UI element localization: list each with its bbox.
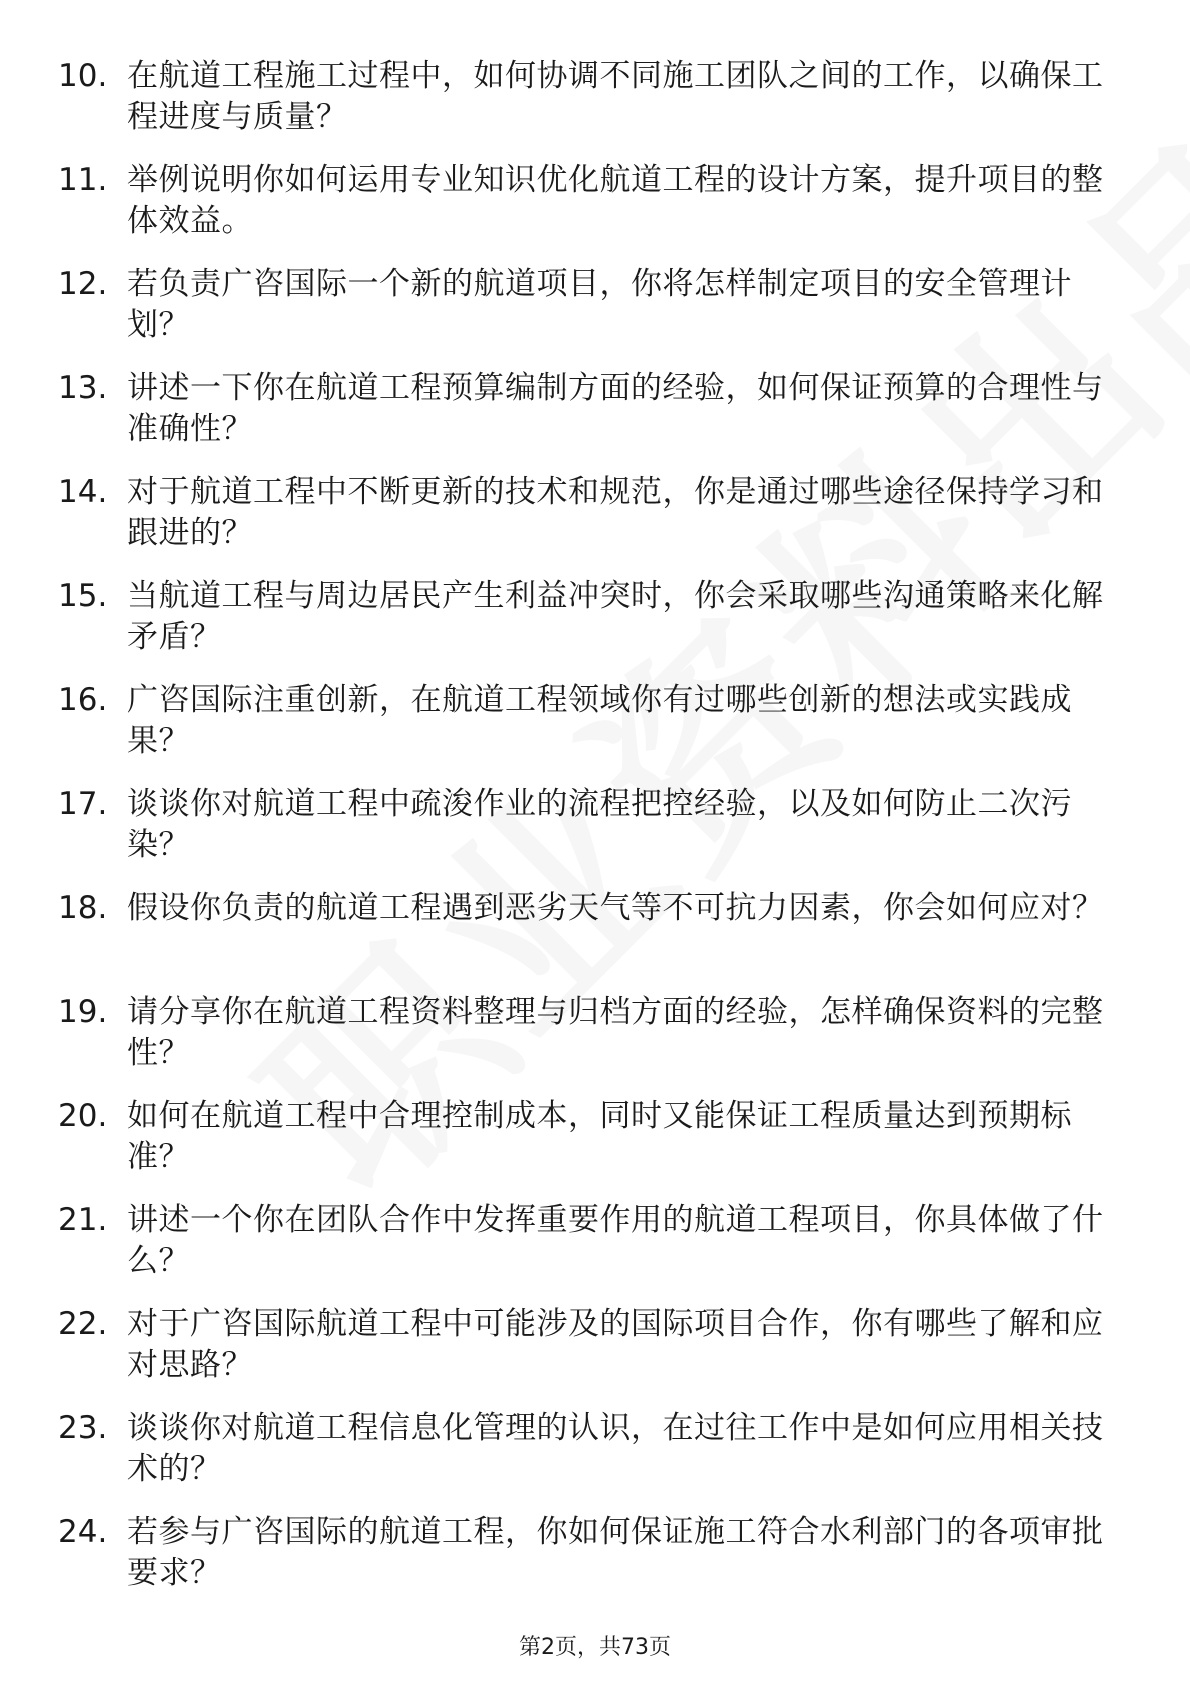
question-number: 14.: [58, 474, 108, 510]
question-item: [0, 264, 1190, 368]
question-item: [0, 1408, 1190, 1512]
question-number: 13.: [58, 370, 108, 406]
question-number: 15.: [58, 578, 108, 614]
question-text: 举例说明你如何运用专业知识优化航道工程的设计方案，提升项目的整体效益。: [127, 162, 1104, 239]
page-number-label: 第2页，共73页: [519, 1635, 671, 1660]
question-item: [0, 888, 1190, 992]
question-text: 若负责广咨国际一个新的航道项目，你将怎样制定项目的安全管理计划？: [127, 266, 1072, 343]
question-item: [0, 1096, 1190, 1200]
question-text: 对于广咨国际航道工程中可能涉及的国际项目合作，你有哪些了解和应对思路？: [127, 1306, 1104, 1383]
page-footer: [0, 1633, 1190, 1663]
question-number: 12.: [58, 266, 108, 302]
question-number: 19.: [58, 994, 108, 1030]
question-item: [0, 1200, 1190, 1304]
question-text: 广咨国际注重创新，在航道工程领域你有过哪些创新的想法或实践成果？: [127, 682, 1072, 759]
question-number: 18.: [58, 890, 108, 926]
question-text: 谈谈你对航道工程信息化管理的认识，在过往工作中是如何应用相关技术的？: [127, 1410, 1104, 1487]
question-number: 11.: [58, 162, 108, 198]
question-item: [0, 992, 1190, 1096]
question-item: [0, 784, 1190, 888]
question-text: 如何在航道工程中合理控制成本，同时又能保证工程质量达到预期标准？: [127, 1098, 1072, 1175]
question-text: 讲述一个你在团队合作中发挥重要作用的航道工程项目，你具体做了什么？: [127, 1202, 1104, 1279]
question-item: [0, 368, 1190, 472]
question-text: 假设你负责的航道工程遇到恶劣天气等不可抗力因素，你会如何应对？: [127, 890, 1104, 926]
question-item: [0, 160, 1190, 264]
question-text: 在航道工程施工过程中，如何协调不同施工团队之间的工作，以确保工程进度与质量？: [127, 58, 1104, 135]
question-text: 请分享你在航道工程资料整理与归档方面的经验，怎样确保资料的完整性？: [127, 994, 1104, 1071]
question-item: [0, 472, 1190, 576]
question-item: [0, 680, 1190, 784]
question-item: [0, 1304, 1190, 1408]
question-text: 当航道工程与周边居民产生利益冲突时，你会采取哪些沟通策略来化解矛盾？: [127, 578, 1104, 655]
question-item: [0, 576, 1190, 680]
question-number: 16.: [58, 682, 108, 718]
question-number: 23.: [58, 1410, 108, 1446]
question-number: 21.: [58, 1202, 108, 1238]
question-list: [0, 56, 1190, 1616]
question-text: 讲述一下你在航道工程预算编制方面的经验，如何保证预算的合理性与准确性？: [127, 370, 1104, 447]
question-text: 若参与广咨国际的航道工程，你如何保证施工符合水利部门的各项审批要求？: [127, 1514, 1104, 1591]
question-number: 10.: [58, 58, 108, 94]
question-text: 谈谈你对航道工程中疏浚作业的流程把控经验，以及如何防止二次污染？: [127, 786, 1072, 863]
question-item: [0, 1512, 1190, 1616]
question-number: 24.: [58, 1514, 108, 1550]
question-text: 对于航道工程中不断更新的技术和规范，你是通过哪些途径保持学习和跟进的？: [127, 474, 1104, 551]
question-number: 20.: [58, 1098, 108, 1134]
question-number: 17.: [58, 786, 108, 822]
question-number: 22.: [58, 1306, 108, 1342]
question-item: [0, 56, 1190, 160]
